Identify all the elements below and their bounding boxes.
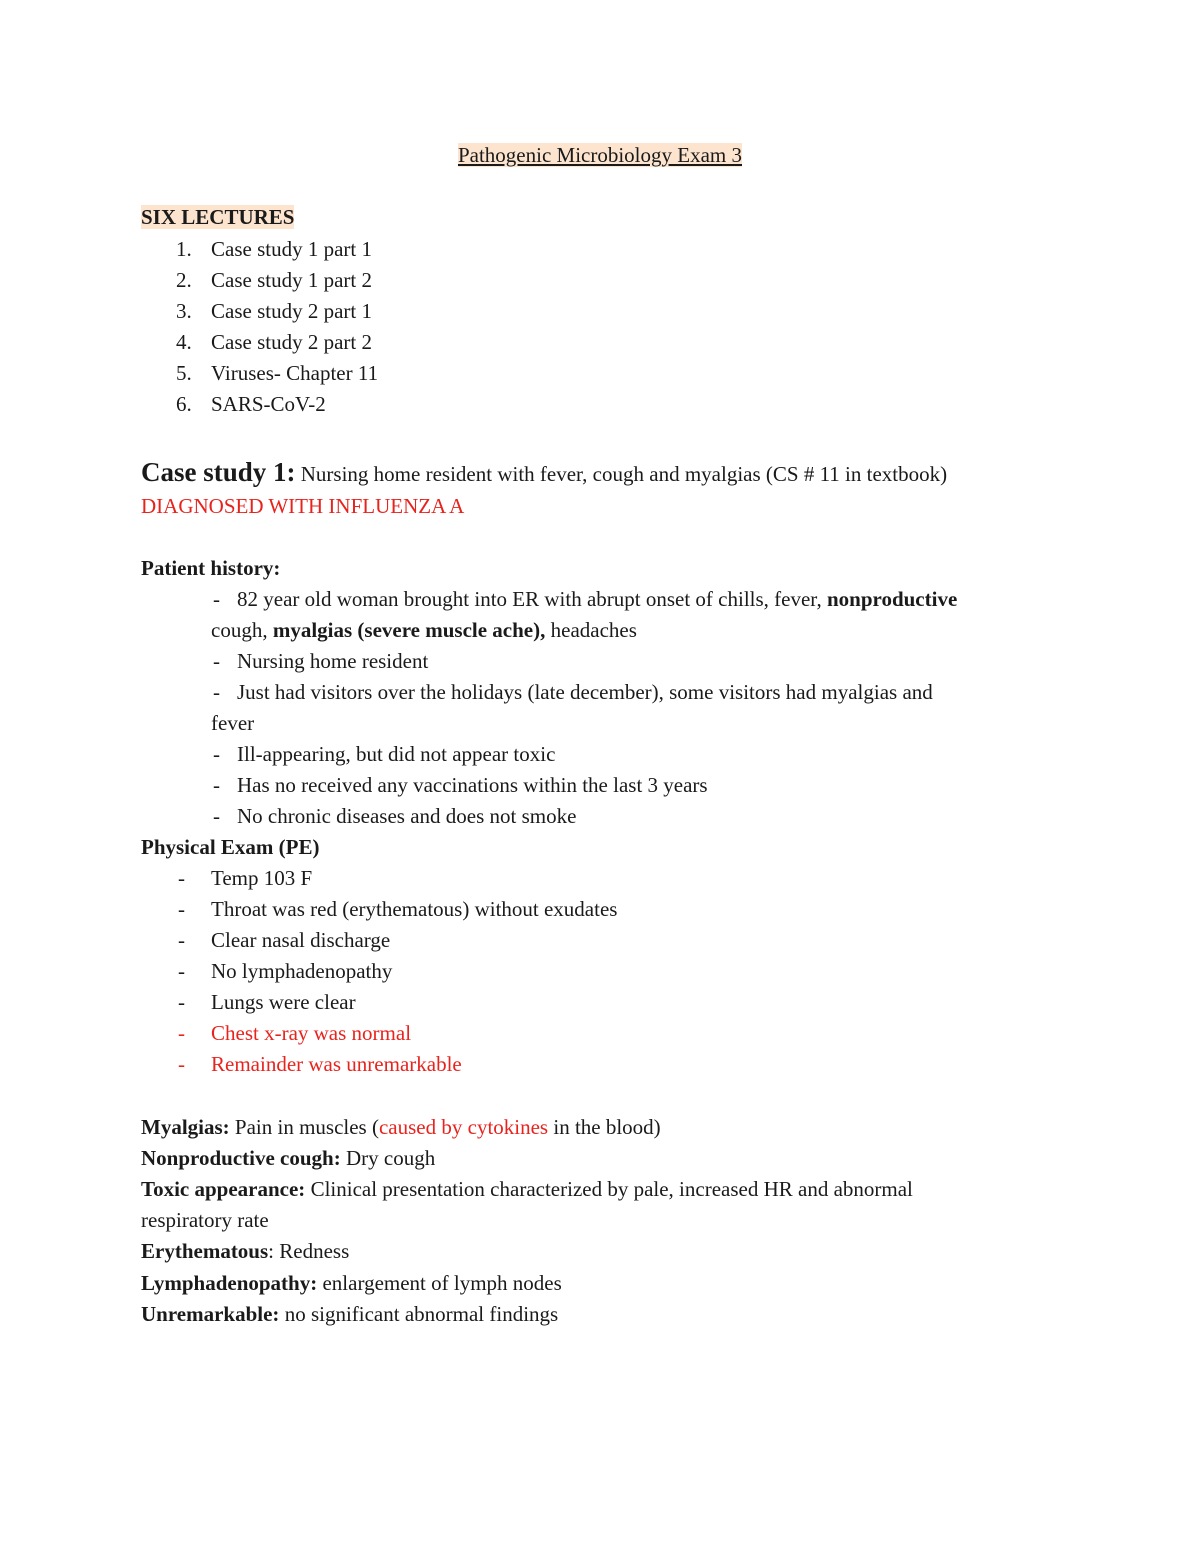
diagnosis: DIAGNOSED WITH INFLUENZA A [141, 494, 465, 518]
list-item: No lymphadenopathy [211, 959, 393, 983]
list-item: Case study 2 part 1 [211, 299, 372, 323]
bullet-dash: - [178, 897, 185, 921]
bullet-dash: - [178, 959, 185, 983]
definition-toxic-appearance-continuation: respiratory rate [141, 1208, 269, 1232]
list-number: 1. [176, 237, 192, 261]
bullet-dash: - [213, 649, 220, 673]
list-item: Temp 103 F [211, 866, 313, 890]
list-item: Remainder was unremarkable [211, 1052, 462, 1076]
list-item: 82 year old woman brought into ER with abrupt onset of chills, fever, nonproductive [237, 587, 958, 611]
list-item: Nursing home resident [237, 649, 429, 673]
list-item: Viruses- Chapter 11 [211, 361, 379, 385]
bullet-dash: - [178, 990, 185, 1014]
list-number: 6. [176, 392, 192, 416]
case-study-heading: Case study 1: Nursing home resident with fever, cough and myalgias (CS # 11 in textbook) [141, 457, 948, 487]
list-number: 5. [176, 361, 192, 385]
bullet-dash: - [178, 928, 185, 952]
list-item: Case study 1 part 2 [211, 268, 372, 292]
list-item-continuation: cough, myalgias (severe muscle ache), headaches [211, 618, 637, 642]
bullet-dash: - [178, 1021, 185, 1045]
list-item: Clear nasal discharge [211, 928, 391, 952]
definition-erythematous: Erythematous: Redness [141, 1239, 350, 1263]
list-number: 2. [176, 268, 192, 292]
list-item: Lungs were clear [211, 990, 356, 1014]
list-item: Case study 1 part 1 [211, 237, 372, 261]
bullet-dash: - [213, 773, 220, 797]
patient-history-heading: Patient history: [141, 556, 281, 580]
list-item: Chest x-ray was normal [211, 1021, 412, 1045]
bullet-dash: - [178, 1052, 185, 1076]
physical-exam-heading: Physical Exam (PE) [141, 835, 320, 859]
list-number: 4. [176, 330, 192, 354]
list-item: No chronic diseases and does not smoke [237, 804, 577, 828]
list-item: Just had visitors over the holidays (late december), some visitors had myalgias and [237, 680, 933, 704]
definition-unremarkable: Unremarkable: no significant abnormal findings [141, 1302, 559, 1326]
definition-lymphadenopathy: Lymphadenopathy: enlargement of lymph nodes [141, 1271, 562, 1295]
bullet-dash: - [213, 742, 220, 766]
definition-myalgias: Myalgias: Pain in muscles (caused by cytokines in the blood) [141, 1115, 661, 1139]
list-item: SARS-CoV-2 [211, 392, 326, 416]
definition-toxic-appearance: Toxic appearance: Clinical presentation characterized by pale, increased HR and abnormal [141, 1177, 913, 1201]
list-item: Case study 2 part 2 [211, 330, 372, 354]
bullet-dash: - [213, 587, 220, 611]
list-number: 3. [176, 299, 192, 323]
document-title: Pathogenic Microbiology Exam 3 [457, 143, 743, 167]
bullet-dash: - [213, 804, 220, 828]
lectures-heading: SIX LECTURES [141, 205, 295, 229]
list-item: Has no received any vaccinations within the last 3 years [237, 773, 708, 797]
list-item: Throat was red (erythematous) without exudates [211, 897, 618, 921]
bullet-dash: - [213, 680, 220, 704]
definition-nonproductive-cough: Nonproductive cough: Dry cough [141, 1146, 436, 1170]
bullet-dash: - [178, 866, 185, 890]
list-item: Ill-appearing, but did not appear toxic [237, 742, 556, 766]
list-item-continuation: fever [211, 711, 255, 735]
